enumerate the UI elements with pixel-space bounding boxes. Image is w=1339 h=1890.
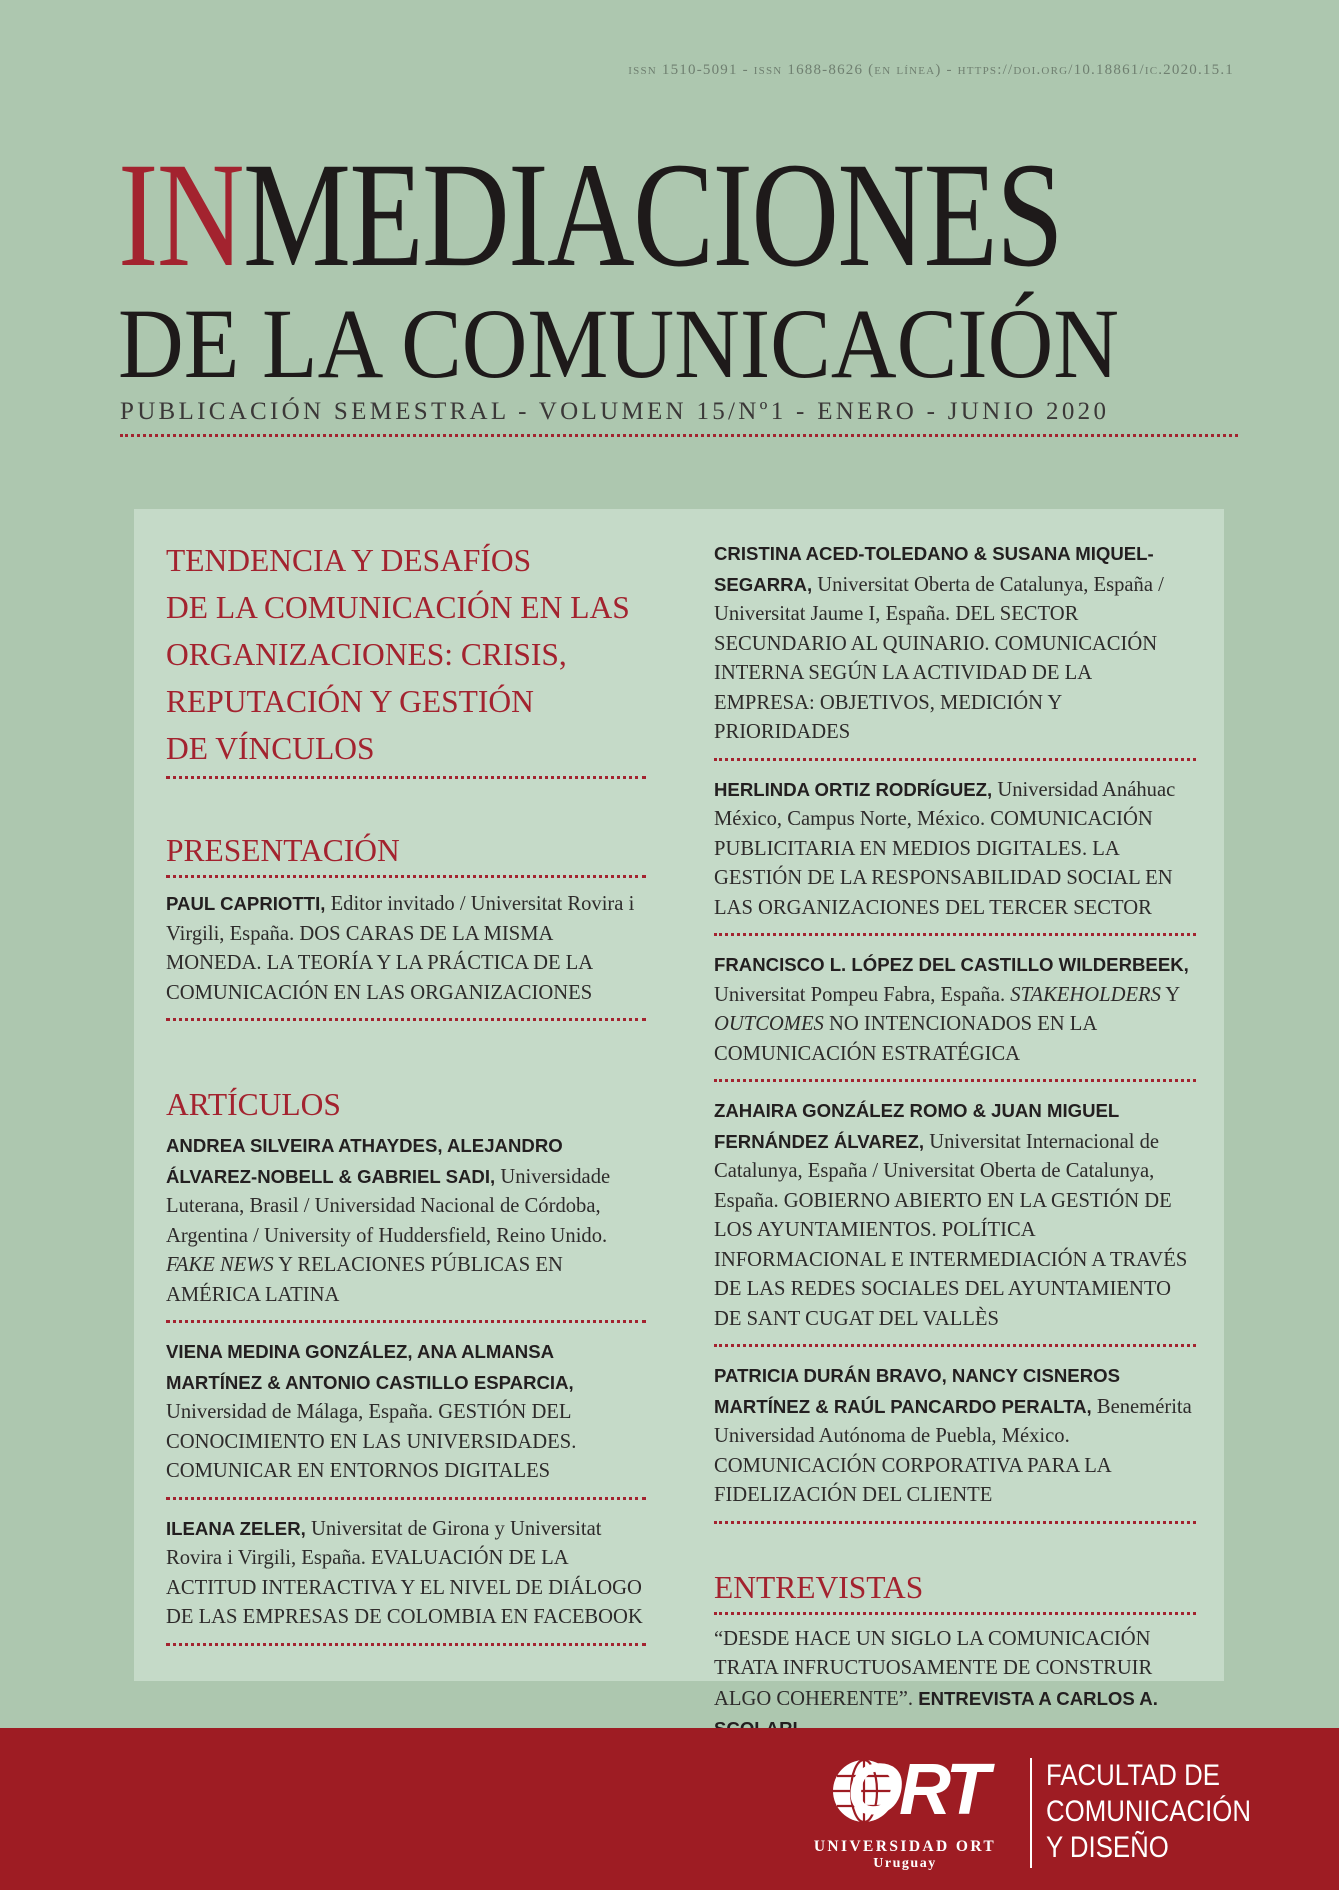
contents-panel [134, 509, 1224, 1710]
entry-article-4[interactable] [714, 539, 1196, 748]
divider [714, 1344, 1196, 1347]
divider [714, 933, 1196, 936]
entry-text: Universidade Luterana, Brasil / Universidad Nacional de Córdoba, Argentina / University of Huddersfield, Reino Unido. [166, 1165, 611, 1247]
divider [714, 1079, 1196, 1082]
journal-title-accent: IN [118, 132, 243, 298]
logo-university: UNIVERSIDAD ORT [813, 1838, 997, 1855]
divider [166, 1497, 646, 1500]
entry-article-5[interactable] [714, 775, 1196, 924]
entry-text: Universidad Anáhuac México, Campus Norte, México. COMUNICACIÓN PUBLICITARIA EN MEDIOS DIGITALES. LA GESTIÓN DE LA RESPONSABILIDAD SOCIAL EN LAS ORGANIZACIONES DEL TERCER SECTOR [714, 778, 1176, 919]
entry-text: Universitat Pompeu Fabra, España. [714, 983, 1011, 1006]
divider [714, 758, 1196, 761]
entry-author: ANDREA SILVEIRA ATHAYDES, ALEJANDRO ÁLVAREZ-NOBELL & GABRIEL SADI, [166, 1135, 563, 1187]
entry-text-italic: OUTCOMES [714, 1013, 824, 1035]
issue-info: PUBLICACIÓN SEMESTRAL - VOLUMEN 15/Nº1 - ENERO - JUNIO 2020 [120, 398, 1110, 425]
entry-text: “DESDE HACE UN SIGLO LA COMUNICACIÓN TRATA INFRUCTUOSAMENTE DE CONSTRUIR ALGO COHERENTE”. [714, 1627, 1153, 1710]
divider [166, 1018, 646, 1021]
entry-interview[interactable] [714, 1625, 1196, 1745]
entry-author: HERLINDA ORTIZ RODRÍGUEZ, [714, 778, 993, 800]
logo-country: Uruguay [873, 1856, 937, 1871]
journal-title-rest: MEDIACIONES [242, 132, 1063, 298]
ort-logo [795, 1750, 1015, 1878]
issn-line: issn 1510-5091 - issn 1688-8626 (en línea) - https://doi.org/10.18861/ic.2020.15.1 [628, 62, 1234, 78]
entry-author: VIENA MEDINA GONZÁLEZ, ANA ALMANSA MARTÍNEZ & ANTONIO CASTILLO ESPARCIA, [166, 1341, 574, 1393]
entry-text: Universitat de Girona y Universitat Rovira i Virgili, España. EVALUACIÓN DE LA ACTITUD INTERACTIVA Y EL NIVEL DE DIÁLOGO DE LAS EMPRESAS DE COLOMBIA EN FACEBOOK [166, 1517, 643, 1628]
faculty-line: Y DISEÑO [1046, 1831, 1169, 1864]
entry-author: FRANCISCO L. LÓPEZ DEL CASTILLO WILDERBEEK, [714, 954, 1189, 975]
entry-author: ILEANA ZELER, [166, 1517, 306, 1539]
section-heading-entrevistas: ENTREVISTAS [714, 1569, 924, 1605]
contents-right-column [714, 539, 1196, 1758]
section-heading-articulos: ARTÍCULOS [166, 1087, 341, 1122]
faculty-name [1046, 1758, 1251, 1866]
faculty-line: COMUNICACIÓN [1046, 1795, 1251, 1828]
entry-presentacion[interactable] [166, 889, 646, 1008]
entry-text: Y [1160, 983, 1180, 1006]
divider [166, 875, 646, 878]
section-heading-presentacion: PRESENTACIÓN [166, 833, 400, 868]
header-divider [120, 434, 1238, 437]
entry-text: Universidad de Málaga, España. GESTIÓN DEL CONOCIMIENTO EN LAS UNIVERSIDADES. COMUNICAR EN ENTORNOS DIGITALES [166, 1401, 577, 1482]
entry-author: ZAHAIRA GONZÁLEZ ROMO & JUAN MIGUEL FERNÁNDEZ ÁLVAREZ, [714, 1100, 1119, 1152]
entry-article-8[interactable] [714, 1361, 1196, 1511]
entry-text: Universitat Oberta de Catalunya, España / Universitat Jaume I, España. DEL SECTOR SECUNDARIO AL QUINARIO. COMUNICACIÓN INTERNA SEGÚN LA ACTIVIDAD DE LA EMPRESA: OBJETIVOS, MEDICIÓN Y PRIORIDADES [714, 573, 1164, 743]
theme-title: TENDENCIA Y DESAFÍOS DE LA COMUNICACIÓN EN LAS ORGANIZACIONES: CRISIS, REPUTACIÓN Y GESTIÓN DE VÍNCULOS [166, 543, 630, 766]
divider [166, 776, 646, 779]
faculty-line: FACULTAD DE [1046, 1759, 1220, 1792]
entry-text: Universitat Internacional de Catalunya, España / Universitat Oberta de Catalunya, España. GOBIERNO ABIERTO EN LA GESTIÓN DE LOS AYUNTAMIENTOS. POLÍTICA INFORMACIONAL E INTERMEDIACIÓN A TRAVÉS DE LAS REDES SOCIALES DEL AYUNTAMIENTO DE SANT CUGAT DEL VALLÈS [714, 1130, 1188, 1330]
logo-wordmark: ORT [847, 1750, 986, 1830]
entry-author: ENTREVISTA A CARLOS A. [918, 1687, 1158, 1709]
divider [714, 1521, 1196, 1524]
entry-article-7[interactable] [714, 1096, 1196, 1334]
entry-article-3[interactable] [166, 1514, 646, 1633]
entry-article-1[interactable] [166, 1131, 646, 1310]
entry-author: PATRICIA DURÁN BRAVO, NANCY CISNEROS MARTÍNEZ & RAÚL PANCARDO PERALTA, [714, 1365, 1120, 1417]
footer-band [0, 1728, 1339, 1890]
entry-text: Benemérita Universidad Autónoma de Puebla, México. COMUNICACIÓN CORPORATIVA PARA LA FIDELIZACIÓN DEL CLIENTE [714, 1395, 1192, 1506]
journal-title [118, 132, 1063, 298]
journal-title-line2: DE LA COMUNICACIÓN [118, 288, 1119, 399]
entry-text-italic: STAKEHOLDERS [1010, 983, 1161, 1006]
divider [166, 1320, 646, 1323]
entry-article-6[interactable] [714, 950, 1196, 1069]
entry-text-italic: FAKE NEWS [166, 1254, 274, 1276]
entry-text: NO INTENCIONADOS EN LA COMUNICACIÓN ESTRATÉGICA [714, 1013, 1097, 1065]
entry-text: Y RELACIONES PÚBLICAS EN AMÉRICA LATINA [166, 1254, 563, 1306]
divider [166, 1643, 646, 1646]
divider [714, 1612, 1196, 1615]
entry-author: CRISTINA ACED-TOLEDANO & SUSANA MIQUEL-SEGARRA, [714, 543, 1154, 595]
entry-article-2[interactable] [166, 1337, 646, 1487]
contents-left-column [166, 537, 646, 1646]
entry-text: Editor invitado / Universitat Rovira i Virgili, España. DOS CARAS DE LA MISMA MONEDA. LA TEORÍA Y LA PRÁCTICA DE LA COMUNICACIÓN EN LAS ORGANIZACIONES [166, 893, 635, 1004]
entry-author: PAUL CAPRIOTTI, [166, 893, 326, 914]
footer-divider [1030, 1758, 1032, 1868]
